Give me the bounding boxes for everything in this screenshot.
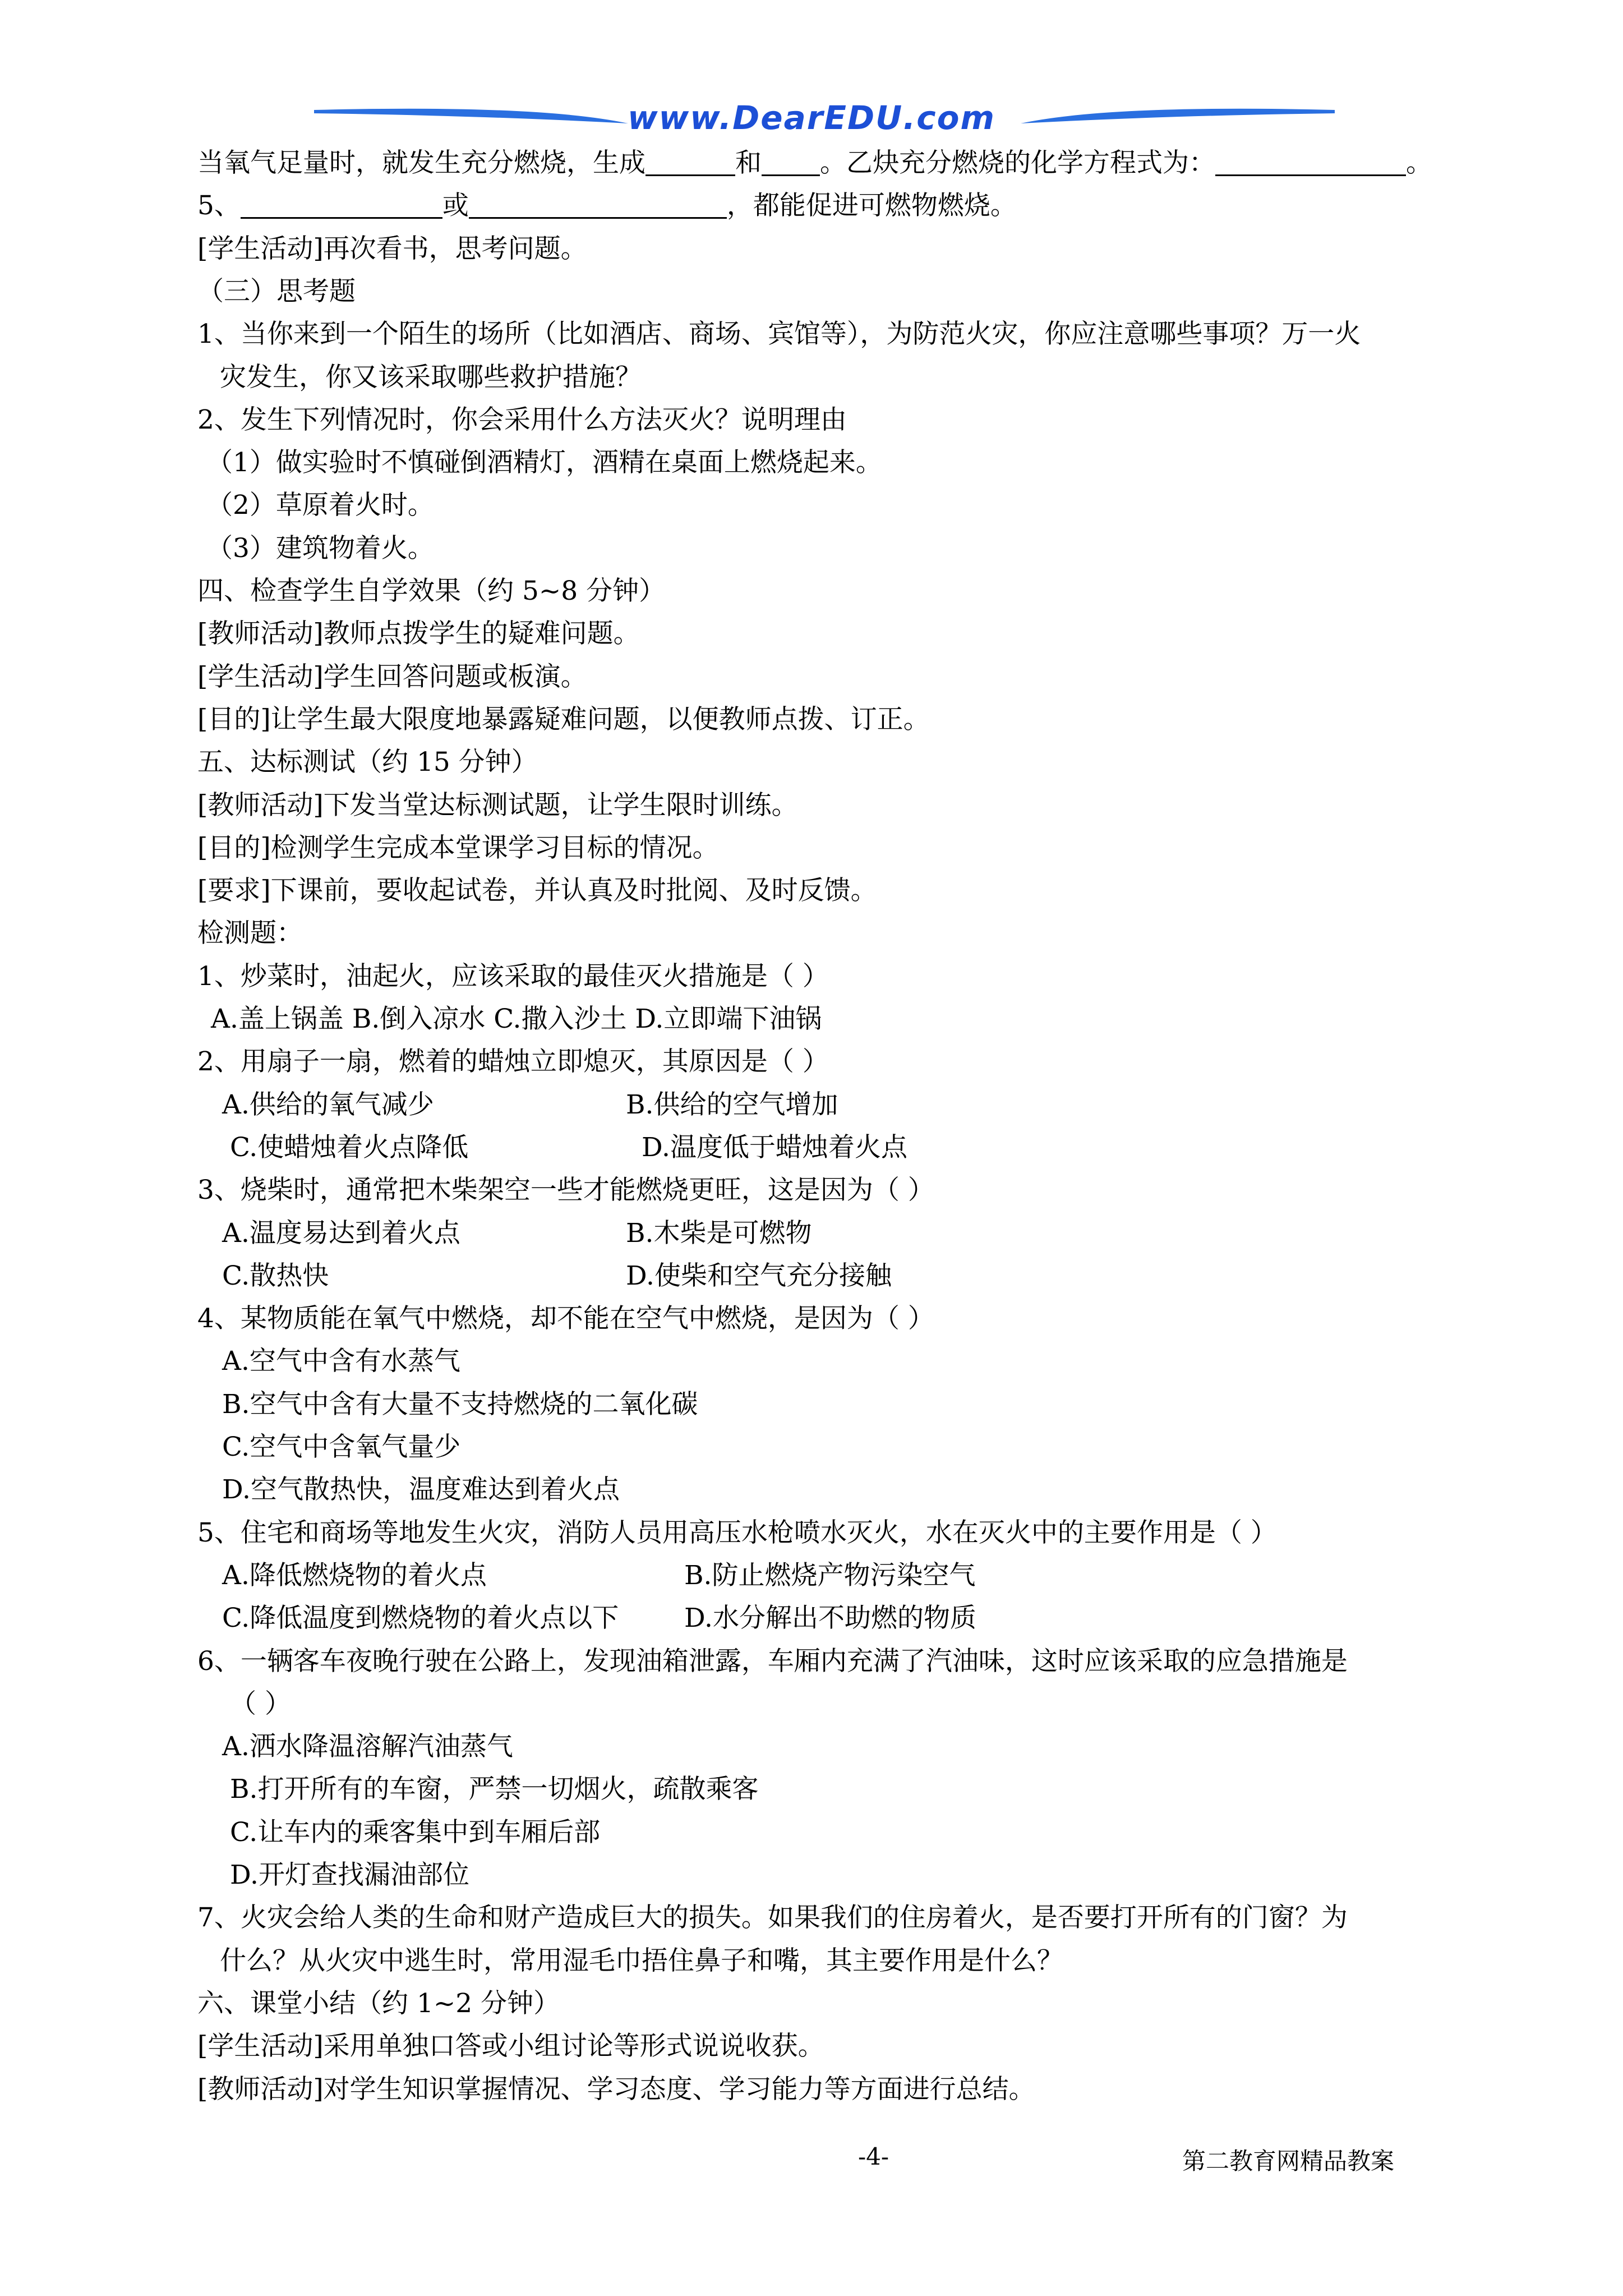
text-segment: B.木柴是可燃物 [626,1217,812,1249]
text-line [197,2027,1532,2066]
text-segment: A.空气中含有水蒸气 [222,1346,460,1377]
text-line [197,186,1532,226]
text-line [197,1085,1557,1125]
text-line [197,1770,1565,1809]
text-line [197,315,1532,354]
text-line [197,1685,1565,1724]
text-segment: 2、发生下列情况时，你会采用什么方法灭火？说明理由 [197,404,847,435]
text-segment: C.空气中含氧气量少 [222,1432,461,1462]
text-line [197,272,1532,311]
text-segment: C.降低温度到燃烧物的着火点以下 [222,1603,619,1634]
text-segment: B.防止燃烧产物污染空气 [684,1559,976,1591]
text-segment: B.空气中含有大量不支持燃烧的二氧化碳 [222,1388,698,1420]
text-segment: 5、 [197,190,241,222]
text-segment: 和 [735,148,762,178]
text-line [197,1984,1532,2023]
text-line [197,1171,1532,1210]
text-segment: 。 [1406,148,1432,178]
text-segment: [目的]检测学生完成本堂课学习目标的情况。 [197,832,719,863]
text-line [197,1856,1565,1895]
text-segment: D.开灯查找漏油部位 [230,1860,469,1890]
text-segment: B.打开所有的车窗，严禁一切烟火，疏散乘客 [230,1774,759,1805]
text-segment: C.让车内的乘客集中到车厢后部 [230,1816,601,1848]
text-segment: （ ） [230,1688,291,1719]
fill-in-blank[interactable] [469,189,727,219]
text-line [197,1556,1557,1595]
text-segment: A.降低燃烧物的着火点 [222,1559,487,1591]
text-line [197,144,1532,183]
text-segment: 1、炒菜时，油起火，应该采取的最佳灭火措施是（ ） [197,960,829,992]
text-line [197,914,1532,953]
text-line [197,401,1532,440]
text-segment: （2）草原着火时。 [206,490,434,521]
text-segment: （1）做实验时不慎碰倒酒精灯，酒精在桌面上燃烧起来。 [206,447,882,478]
text-line [197,529,1541,568]
text-segment: 当氧气足量时，就发生充分燃烧，生成 [197,148,645,178]
text-segment: [学生活动]采用单独口答或小组讨论等形式说说收获。 [197,2031,824,2062]
text-segment: 6、一辆客车夜晚行驶在公路上，发现油箱泄露，车厢内充满了汽油味，这时应该采取的应急措施是 [197,1645,1348,1677]
text-segment: [教师活动]教师点拨学生的疑难问题。 [197,618,640,650]
fill-in-blank[interactable] [241,189,442,219]
text-line [197,1727,1557,1766]
text-segment: 5、住宅和商场等地发生火灾，消防人员用高压水枪喷水灭火，水在灭火中的主要作用是（ ） [197,1517,1277,1548]
text-segment: D.空气散热快，温度难达到着火点 [222,1474,620,1506]
text-segment: A.温度易达到着火点 [222,1217,460,1249]
text-line [197,229,1532,269]
text-segment: 2、用扇子一扇，燃着的蜡烛立即熄灭，其原因是（ ） [197,1046,829,1078]
text-line [197,743,1532,782]
text-segment: 五、达标测试（约 15 分钟） [197,747,538,778]
text-segment: 检测题： [197,918,303,949]
text-segment: A.供给的氧气减少 [222,1089,434,1120]
text-line [197,829,1532,868]
text-segment: [要求]下课前，要收起试卷，并认真及时批阅、及时反馈。 [197,875,877,907]
fill-in-blank[interactable] [1215,146,1406,176]
text-segment: （3）建筑物着火。 [206,532,434,564]
text-line [197,1513,1532,1553]
text-line [197,786,1532,825]
site-watermark[interactable]: www.DearEDU.com [628,99,995,137]
text-segment: A.洒水降温溶解汽油蒸气 [222,1731,513,1763]
text-segment: [学生活动]学生回答问题或板演。 [197,661,587,692]
text-segment: D.使柴和空气充分接触 [626,1260,892,1291]
text-segment: C.使蜡烛着火点降低 [230,1131,469,1163]
text-line [197,700,1532,739]
text-line [197,1000,1546,1039]
text-line [197,1257,1557,1296]
text-segment: [教师活动]对学生知识掌握情况、学习态度、学习能力等方面进行总结。 [197,2073,1035,2105]
text-line [197,572,1532,611]
text-line [197,1599,1557,1638]
text-segment: 3、烧柴时，通常把木柴架空一些才能燃烧更旺，这是因为（ ） [197,1175,934,1206]
footer-brand: 第二教育网精品教案 [1182,2147,1395,2175]
text-line [197,1941,1555,1981]
text-segment: [教师活动]下发当堂达标测试题，让学生限时训练。 [197,789,798,821]
text-line [197,486,1541,525]
fill-in-blank[interactable] [762,146,820,176]
page-number: -4- [858,2143,889,2170]
text-segment: 4、某物质能在氧气中燃烧，却不能在空气中燃烧，是因为（ ） [197,1303,934,1335]
text-segment: B.供给的空气增加 [626,1089,838,1120]
text-line [197,1470,1557,1510]
text-line [197,1342,1557,1381]
text-line [197,2070,1532,2109]
text-line [197,1042,1532,1082]
text-line [197,443,1541,482]
text-segment: 六、课堂小结（约 1~2 分钟） [197,1987,560,2019]
text-segment: 。乙炔充分燃烧的化学方程式为： [820,148,1215,178]
text-line [197,871,1532,910]
text-line [197,1898,1532,1938]
text-segment: ，都能促进可燃物燃烧。 [726,190,1017,222]
text-segment: 7、火灾会给人类的生命和财产造成巨大的损失。如果我们的住房着火，是否要打开所有的门窗？为 [197,1902,1348,1934]
text-segment: 或 [442,190,469,222]
text-line [197,614,1532,654]
text-segment: D.温度低于蜡烛着火点 [642,1131,907,1163]
text-segment: A.盖上锅盖 B.倒入凉水 C.撒入沙土 D.立即端下油锅 [211,1004,822,1034]
fill-in-blank[interactable] [645,146,735,176]
text-line [197,358,1555,397]
text-segment: [学生活动]再次看书，思考问题。 [197,233,587,264]
text-line [197,657,1532,697]
text-segment: 1、当你来到一个陌生的场所（比如酒店、商场、宾馆等），为防范火灾，你应注意哪些事项？万一火 [197,319,1361,350]
text-line [197,1428,1557,1467]
text-segment: （三）思考题 [197,275,356,307]
text-line [197,957,1532,996]
text-line [197,1214,1557,1253]
text-line [197,1128,1565,1167]
text-segment: C.散热快 [222,1260,329,1291]
text-line [197,1299,1532,1338]
text-segment: 什么？从火灾中逃生时，常用湿毛巾捂住鼻子和嘴，其主要作用是什么？ [220,1945,1063,1976]
text-segment: 四、检查学生自学效果（约 5~8 分钟） [197,576,666,606]
text-line [197,1642,1532,1681]
text-segment: 灾发生，你又该采取哪些救护措施？ [220,361,642,393]
text-line [197,1385,1557,1424]
text-segment: [目的]让学生最大限度地暴露疑难问题，以便教师点拨、订正。 [197,703,930,735]
text-segment: D.水分解出不助燃的物质 [684,1603,976,1634]
text-line [197,1813,1565,1852]
